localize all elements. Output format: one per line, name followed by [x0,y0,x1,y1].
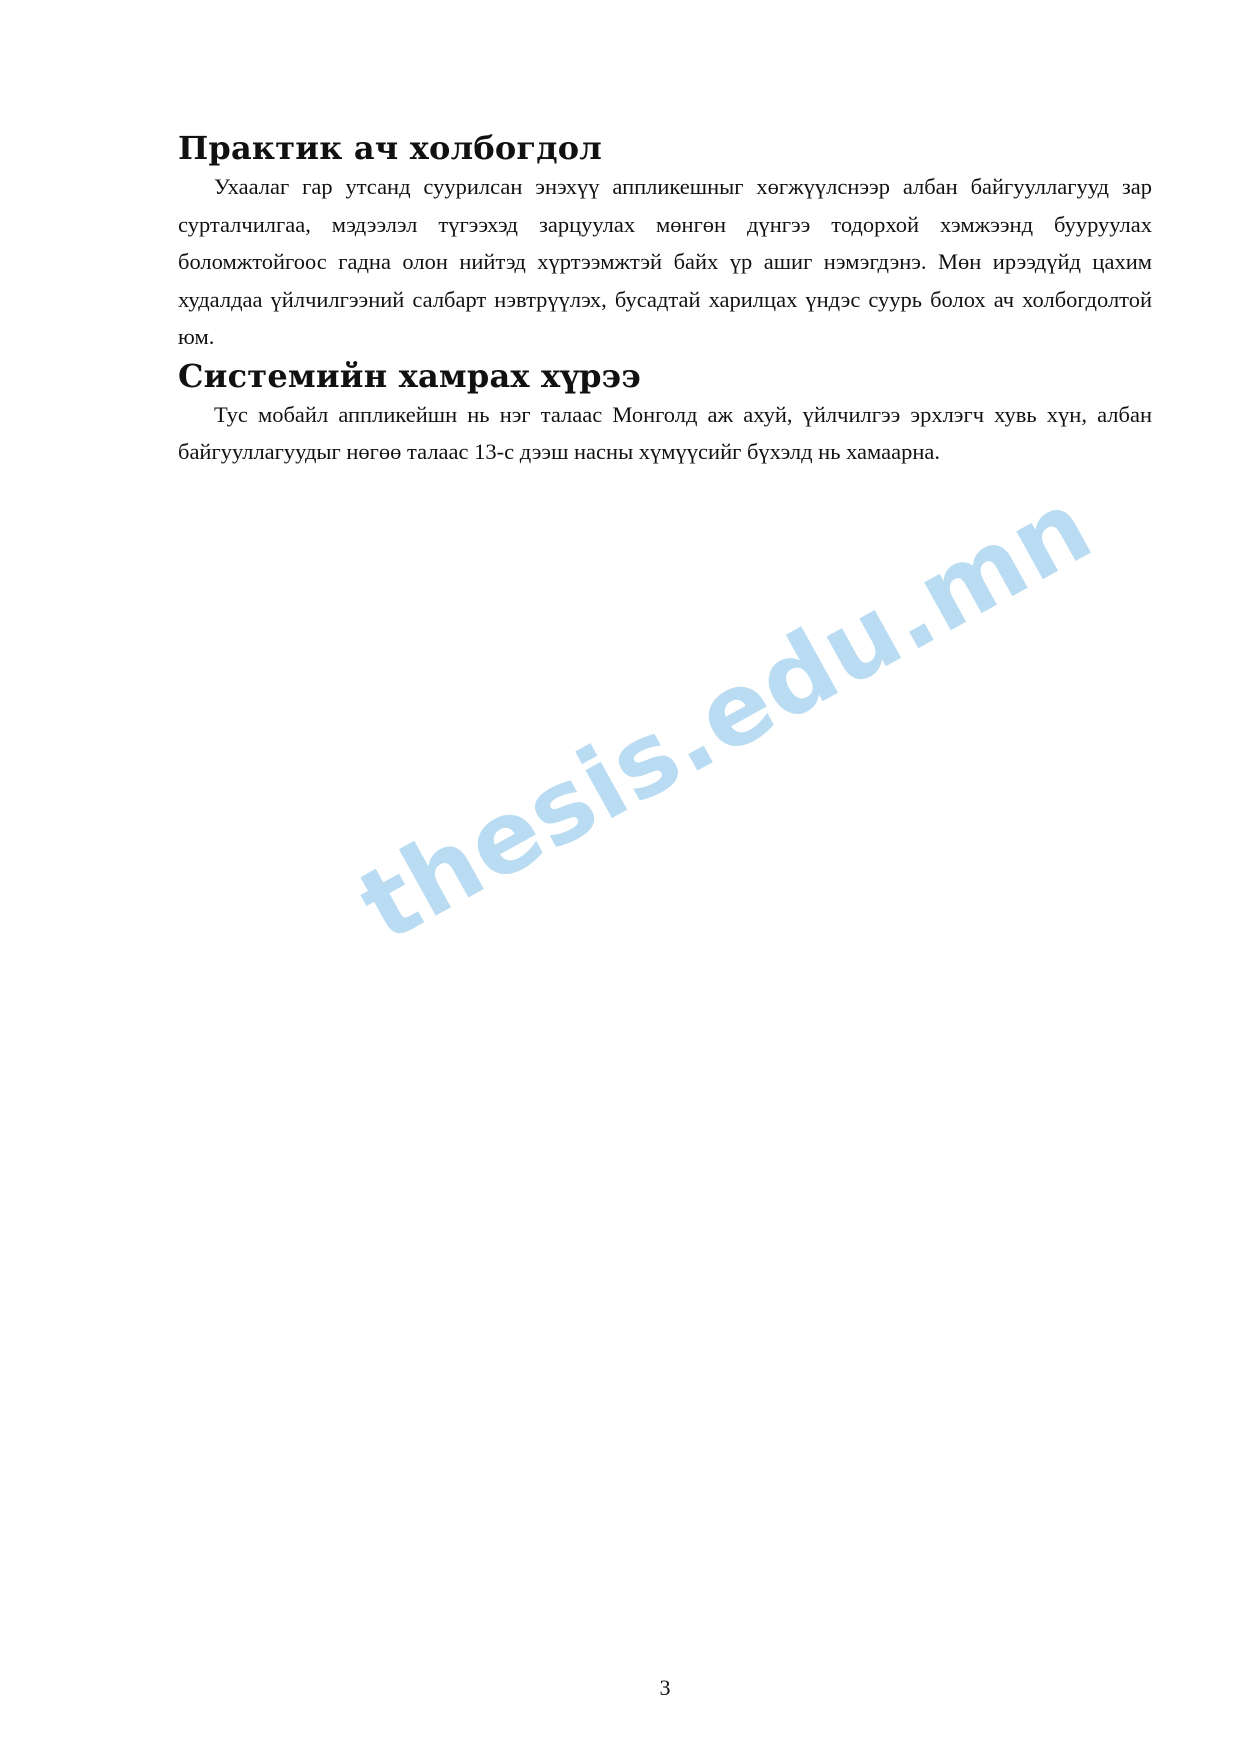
watermark: thesis.edu.mn [340,466,1111,965]
section-paragraph-practical-significance: Ухаалаг гар утсанд суурилсан энэхүү аппликешныг хөгжүүлснээр албан байгууллагууд зар сурталчилгаа, мэдээлэл түгээхэд зарцуулах мөнгөн дүнгээ тодорхой хэмжээнд бууруулах боломжтойгоос гадна олон нийтэд хүртээмжтэй байх үр ашиг нэмэгдэнэ. Мөн ирээдүйд цахим худалдаа үйлчилгээний салбарт нэвтрүүлэх, бусадтай харилцах үндэс суурь болох ач холбогдолтой юм. [178,174,1152,349]
page-number: 3 [659,1675,671,1700]
section-heading-system-scope: Системийн хамрах хүрээ [178,356,642,395]
section-paragraph-system-scope: Тус мобайл аппликейшн нь нэг талаас Монголд аж ахуй, үйлчилгээ эрхлэгч хувь хүн, албан байгууллагуудыг нөгөө талаас 13-с дээш насны хүмүүсийг бүхэлд нь хамаарна. [178,401,1152,464]
page-content [178,128,1152,471]
section-heading-practical-significance: Практик ач холбогдол [178,129,603,167]
